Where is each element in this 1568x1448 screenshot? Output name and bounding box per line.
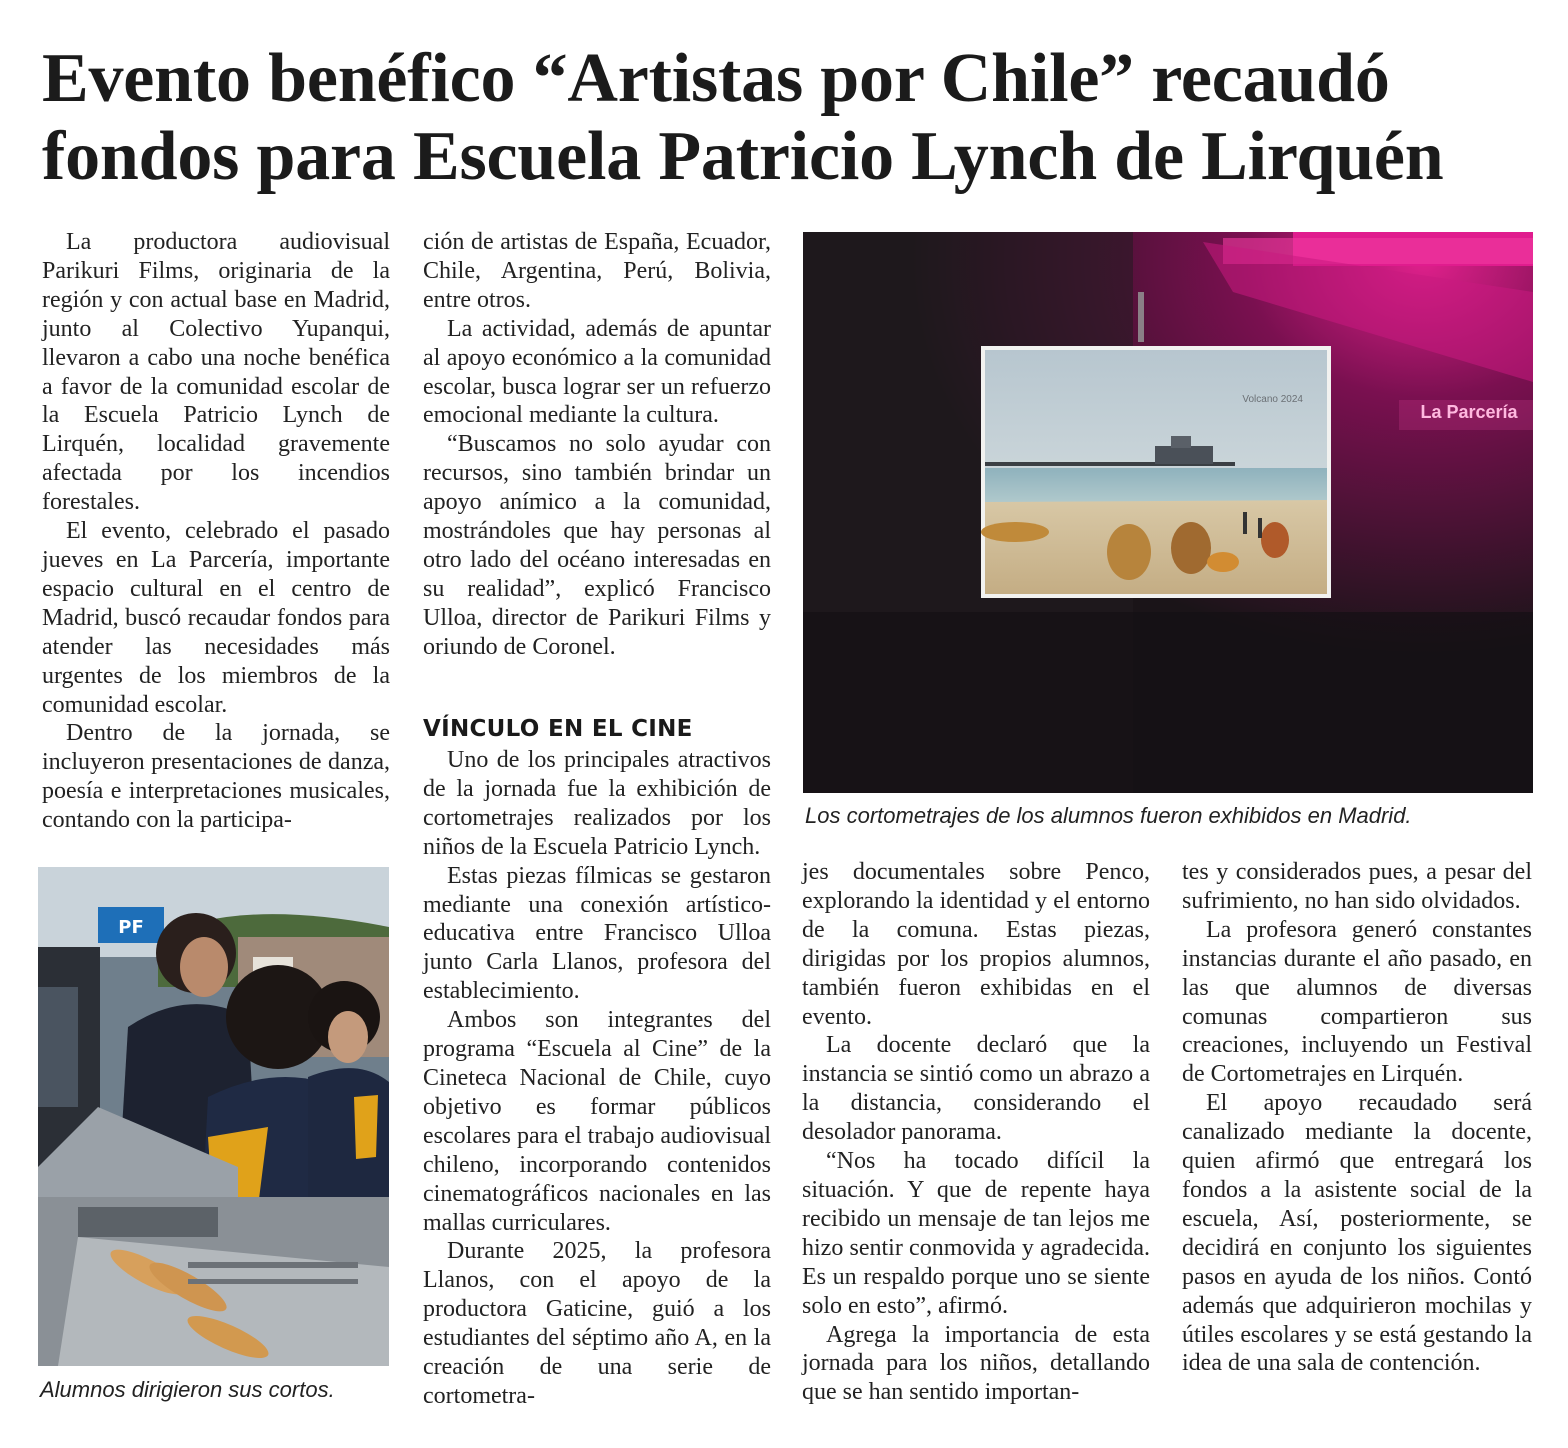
- paragraph: Estas piezas fílmicas se gestaron mediante una conexión artístico-educativa entre Francisco Ulloa junto Carla Llanos, profesora del establecimiento.: [423, 862, 771, 1005]
- headline-line-1: Evento benéfico “Artistas por Chile” recaudó: [42, 40, 1390, 117]
- paragraph: “Buscamos no solo ayudar con recursos, sino también brindar un apoyo anímico a la comunidad, mostrándoles que hay personas al otro lado del océano interesadas en su realidad”, explicó Francisco Ulloa, director de Parikuri Films y oriundo de Coronel.: [423, 431, 771, 660]
- students-photo: [38, 867, 389, 1366]
- article-column-2-top: [423, 228, 771, 662]
- paragraph: La actividad, además de apuntar al apoyo económico a la comunidad escolar, busca lograr ser un refuerzo emocional mediante la cultura.: [423, 315, 771, 429]
- station-sign-logo: PF: [118, 917, 144, 938]
- paragraph: jes documentales sobre Penco, explorando la identidad y el entorno de la comuna. Estas piezas, dirigidas por los propios alumnos, también fueron exhibidas en el evento.: [802, 859, 1150, 1030]
- article-column-1: [42, 228, 390, 835]
- paragraph: Dentro de la jornada, se incluyeron presentaciones de danza, poesía e interpretaciones musicales, contando con la participa-: [42, 720, 390, 834]
- screening-photo: [803, 232, 1533, 793]
- paragraph: El apoyo recaudado será canalizado mediante la docente, quien afirmó que entregará los fondos a la asistente social de la escuela, Así, posteriormente, se decidirá en conjunto los siguientes pasos en ayuda de los niños. Contó además que adquirieron mochilas y útiles escolares y se está gestando la idea de una sala de contención.: [1182, 1090, 1532, 1377]
- article-column-3: [802, 858, 1150, 1407]
- headline-line-2: fondos para Escuela Patricio Lynch de Lirquén: [42, 118, 1444, 195]
- paragraph: “Nos ha tocado difícil la situación. Y que de repente haya recibido un mensaje de tan lejos me hizo sentir conmovida y agradecida. Es un respaldo porque uno se siente solo en esto”, afirmó.: [802, 1148, 1150, 1319]
- paragraph: Durante 2025, la profesora Llanos, con el apoyo de la productora Gaticine, guió a los estudiantes del séptimo año A, en la creación de una serie de cortometra-: [423, 1238, 771, 1409]
- article-column-2-bottom: [423, 746, 771, 1411]
- main-photo-caption: Los cortometrajes de los alumnos fueron exhibidos en Madrid.: [805, 803, 1412, 828]
- venue-neon-sign: La Parcería: [1420, 402, 1518, 422]
- paragraph: La productora audiovisual Parikuri Films, originaria de la región y con actual base en Madrid, junto al Colectivo Yupanqui, llevaron a cabo una noche benéfica a favor de la comunidad escolar de la Escuela Patricio Lynch de Lirquén, localidad gravemente afectada por los incendios forestales.: [42, 229, 390, 516]
- paragraph: La docente declaró que la instancia se sintió como un abrazo a la distancia, considerando el desolador panorama.: [802, 1032, 1150, 1146]
- paragraph: El evento, celebrado el pasado jueves en La Parcería, importante espacio cultural en el centro de Madrid, buscó recaudar fondos para atender las necesidades más urgentes de los miembros de la comunidad escolar.: [42, 518, 390, 718]
- paragraph: Ambos son integrantes del programa “Escuela al Cine” de la Cineteca Nacional de Chile, cuyo objetivo es formar públicos escolares para el trabajo audiovisual chileno, incorporando contenidos cinematográficos nacionales en las mallas curriculares.: [423, 1007, 771, 1236]
- section-subhead: VÍNCULO EN EL CINE: [423, 716, 693, 742]
- paragraph: tes y considerados pues, a pesar del sufrimiento, no han sido olvidados.: [1182, 859, 1532, 914]
- headline: [42, 40, 1542, 196]
- paragraph: Agrega la importancia de esta jornada para los niños, detallando que se han sentido importan-: [802, 1321, 1150, 1406]
- paragraph: La profesora generó constantes instancias durante el año pasado, en las que alumnos de diversas comunas compartieron sus creaciones, incluyendo un Festival de Cortometrajes en Lirquén.: [1182, 916, 1532, 1088]
- paragraph: ción de artistas de España, Ecuador, Chile, Argentina, Perú, Bolivia, entre otros.: [423, 229, 771, 313]
- screen-title-text: Volcano 2024: [1242, 394, 1303, 405]
- small-photo-caption: Alumnos dirigieron sus cortos.: [40, 1377, 335, 1402]
- paragraph: Uno de los principales atractivos de la jornada fue la exhibición de cortometrajes realizados por los niños de la Escuela Patricio Lynch.: [423, 747, 771, 860]
- article-column-4: [1182, 858, 1532, 1378]
